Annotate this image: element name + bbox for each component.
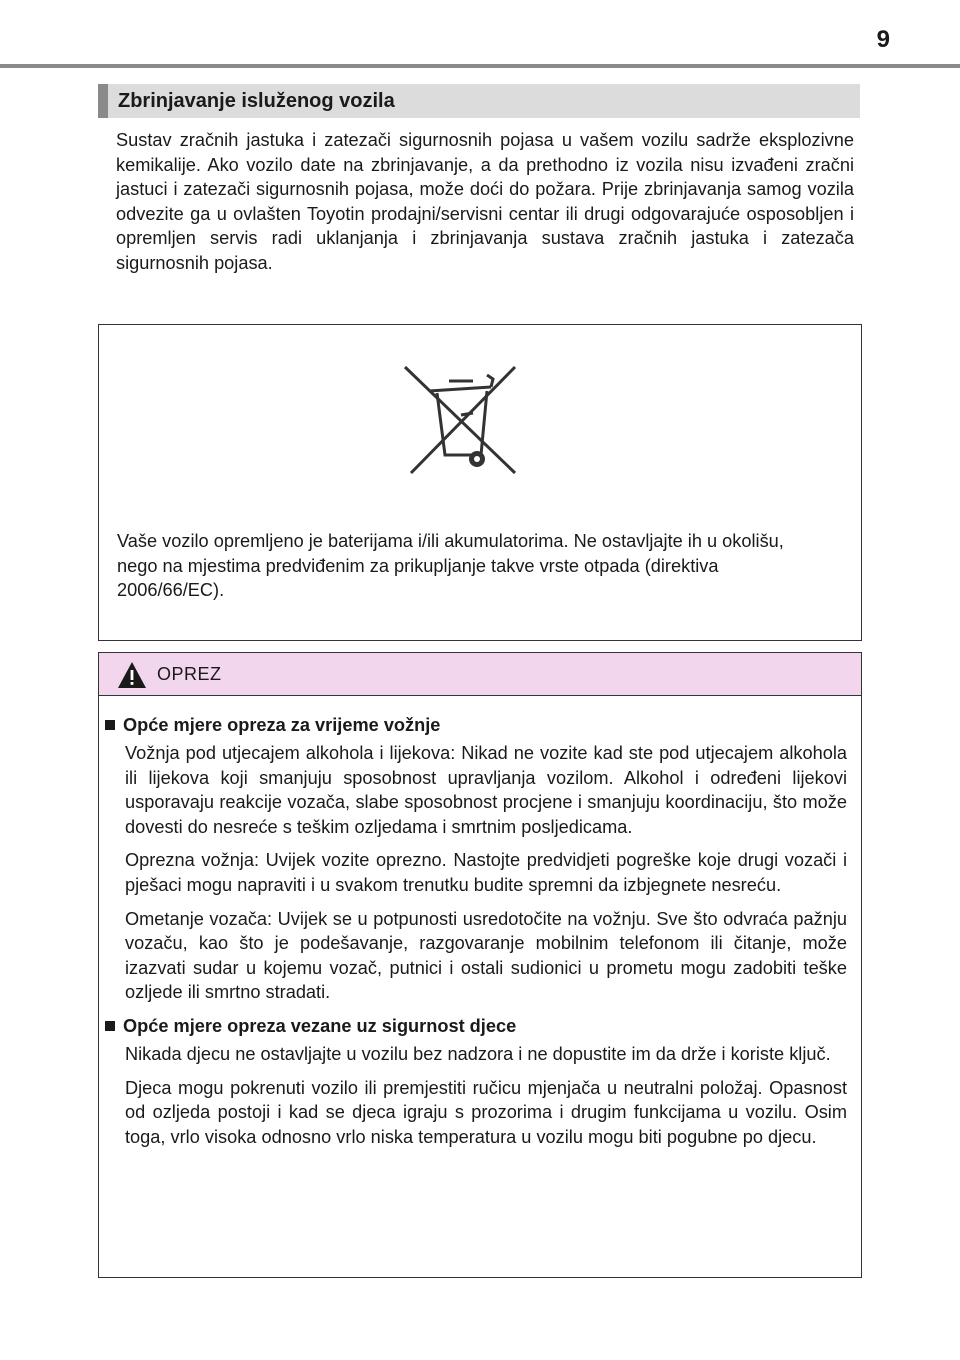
caution-item-title-text: Opće mjere opreza za vrijeme vožnje — [123, 715, 441, 735]
battery-disposal-box — [98, 324, 862, 641]
intro-paragraph: Sustav zračnih jastuka i zatezači sigurnosnih pojasa u vašem vozilu sadrže eksplozivne kemikalije. Ako vozilo date na zbrinjavanje, a da prethodno iz vozila nisu izvađeni zračni jastuci i zatezači sigurnosnih pojasa, može doći do požara. Prije zbrinjavanja samog vozila odvezite ga u ovlašten Toyotin prodajni/servisni centar ili drugi odgovarajuće osposobljen i opremljen servis radi uklanjanja i zbrinjavanja sustava zračnih jastuka i zatezača sigurnosnih pojasa. — [116, 130, 854, 273]
caution-paragraph: Djeca mogu pokrenuti vozilo ili premjestiti ručicu mjenjača u neutralni položaj. Opasnost od ozljeda postoji i kad se djeca igraju s prozorima i drugim funkcijama u vozilu. Osim toga, vrlo visoka odnosno vrlo niska temperatura u vozilu mogu biti pogubne po djecu. — [125, 1077, 847, 1147]
caution-body — [105, 713, 847, 1158]
caution-item-title-text: Opće mjere opreza vezane uz sigurnost djece — [123, 1015, 517, 1036]
square-bullet-icon — [105, 1021, 115, 1031]
header-rule — [0, 64, 960, 68]
caution-paragraph: Vožnja pod utjecajem alkohola i lijekova: Nikad ne vozite kad ste pod utjecajem alkohola ili lijekova koji smanjuju sposobnost upravljanja vozilom. Alkohol i određeni lijekovi usporavaju reakcije vozača, slabe sposobnost procjene i smanjuju koordinaciju, što može dovesti do nesreće s teškim ozljedama i smrtnim posljedicama. — [125, 743, 847, 837]
section-title: Zbrinjavanje isluženog vozila — [118, 89, 395, 112]
page-number: 9 — [876, 26, 890, 53]
caution-paragraph: Oprezna vožnja: Uvijek vozite oprezno. Nastojte predvidjeti pogreške koje drugi vozači i pješaci mogu napraviti i u svakom trenutku budite spremni da izbjegnete nesreću. — [125, 850, 847, 895]
caution-item-title — [105, 1014, 847, 1038]
caution-item-title — [105, 713, 847, 737]
section-heading — [98, 84, 860, 118]
crossed-out-wheelie-bin-icon — [403, 363, 519, 479]
caution-paragraph: Nikada djecu ne ostavljajte u vozilu bez nadzora i ne dopustite im da drže i koriste ključ. — [125, 1043, 831, 1064]
caution-title: OPREZ — [157, 664, 222, 684]
caution-header — [99, 653, 861, 696]
battery-disposal-text: Vaše vozilo opremljeno je baterijama i/ili akumulatorima. Ne ostavljajte ih u okolišu, nego na mjestima predviđenim za prikupljanje takve vrste otpada (direktiva 2006/66/EC). — [117, 531, 784, 600]
warning-triangle-icon — [117, 661, 147, 689]
caution-box — [98, 652, 862, 1278]
square-bullet-icon — [105, 720, 115, 730]
caution-paragraph: Ometanje vozača: Uvijek se u potpunosti usredotočite na vožnju. Sve što odvraća pažnju vozaču, kao što je podešavanje, razgovaranje mobilnim telefonom ili čitanje, može izazvati sudar u kojemu vozač, putnici i ostali sudionici u prometu mogu zadobiti teške ozljede ili smrtno stradati. — [125, 908, 847, 1003]
